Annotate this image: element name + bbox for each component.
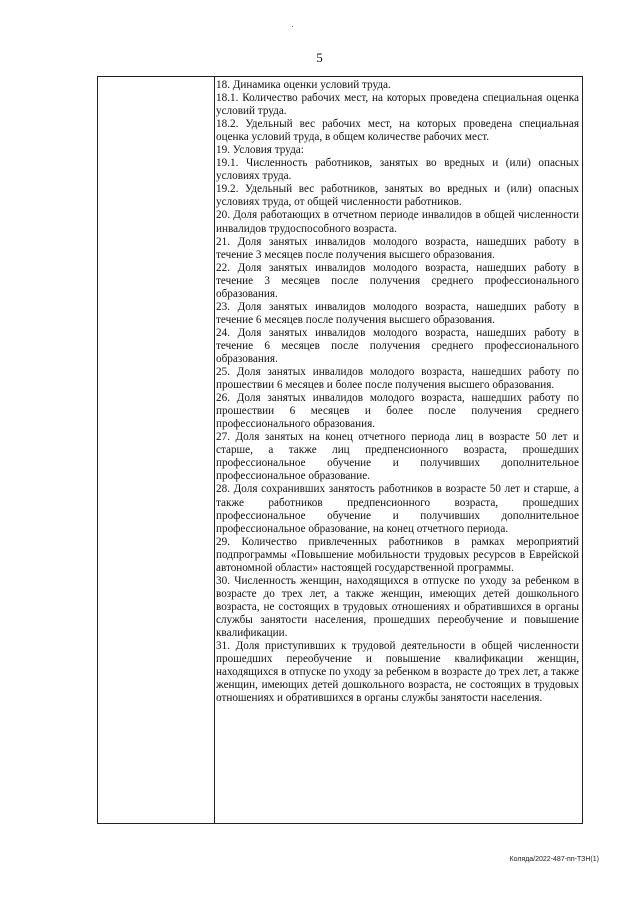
list-item: 28. Доля сохранивших занятость работников в возрасте 50 лет и старше, а также работников предпенсионного возраста, прошедших профессиональное обучение и получивших дополнительное профессиональное образование, на конец отчетного периода.: [216, 483, 579, 535]
page-number: 5: [316, 50, 323, 65]
list-item: 19.1. Численность работников, занятых во вредных и (или) опасных условиях труда.: [216, 157, 579, 183]
list-item: 18.2. Удельный вес рабочих мест, на которых проведена специальная оценка условий труда, в общем количестве рабочих мест.: [216, 118, 579, 144]
list-item: 25. Доля занятых инвалидов молодого возраста, нашедших работу по прошествии 6 месяцев и более после получения высшего образования.: [216, 366, 579, 392]
list-item: 24. Доля занятых инвалидов молодого возраста, нашедших работу в течение 6 месяцев после получения среднего профессионального образования.: [216, 326, 579, 365]
list-item: 19.2. Удельный вес работников, занятых во вредных и (или) опасных условиях труда, от общей численности работников.: [216, 183, 579, 209]
document-table: [97, 76, 583, 824]
list-item: 19. Условия труда:: [216, 144, 304, 157]
list-item: 26. Доля занятых инвалидов молодого возраста, нашедших работу по прошествии 6 месяцев и более после получения среднего профессионального образования.: [216, 392, 579, 431]
list-item: 22. Доля занятых инвалидов молодого возраста, нашедших работу в течение 3 месяцев после получения среднего профессионального образования.: [216, 261, 579, 300]
list-item: 18. Динамика оценки условий труда.: [216, 79, 391, 91]
list-item: 18.1. Количество рабочих мест, на которых проведена специальная оценка условий труда.: [216, 92, 579, 118]
list-item: 30. Численность женщин, находящихся в отпуске по уходу за ребенком в возрасте до трех лет, а также женщин, имеющих детей дошкольного возраста, не состоящих в трудовых отношениях и обратившихся в органы службы занятости населения, прошедших переобучение и повышение квалификации.: [216, 574, 579, 639]
list-item: 29. Количество привлеченных работников в рамках мероприятий подпрограммы «Повышение мобильности трудовых ресурсов в Еврейской автономной области» настоящей государственной программы.: [216, 535, 579, 574]
list-item: 31. Доля приступивших к трудовой деятельности в общей численности прошедших переобучение и повышение квалификации женщин, находящихся в отпуске по уходу за ребенком в возрасте до трех лет, а также женщин, имеющих детей дошкольного возраста, не состоящих в трудовых отношениях и обратившихся в органы службы занятости населения.: [216, 640, 579, 705]
list-item: 20. Доля работающих в отчетном периоде инвалидов в общей численности инвалидов трудоспособного возраста.: [216, 209, 579, 235]
scan-speck: [292, 26, 293, 27]
document-code: Коляда/2022-487-пп-ТЗН(1): [509, 856, 599, 863]
list-item: 21. Доля занятых инвалидов молодого возраста, нашедших работу в течение 3 месяцев после получения высшего образования.: [216, 235, 579, 261]
table-left-cell: [98, 77, 215, 823]
list-item: 27. Доля занятых на конец отчетного периода лиц в возрасте 50 лет и старше, а также лиц предпенсионного возраста, прошедших профессиональное обучение и получивших дополнительное профессиональное образование.: [216, 431, 579, 483]
list-item: 23. Доля занятых инвалидов молодого возраста, нашедших работу в течение 6 месяцев после получения высшего образования.: [216, 300, 579, 326]
table-right-cell: [216, 79, 579, 705]
